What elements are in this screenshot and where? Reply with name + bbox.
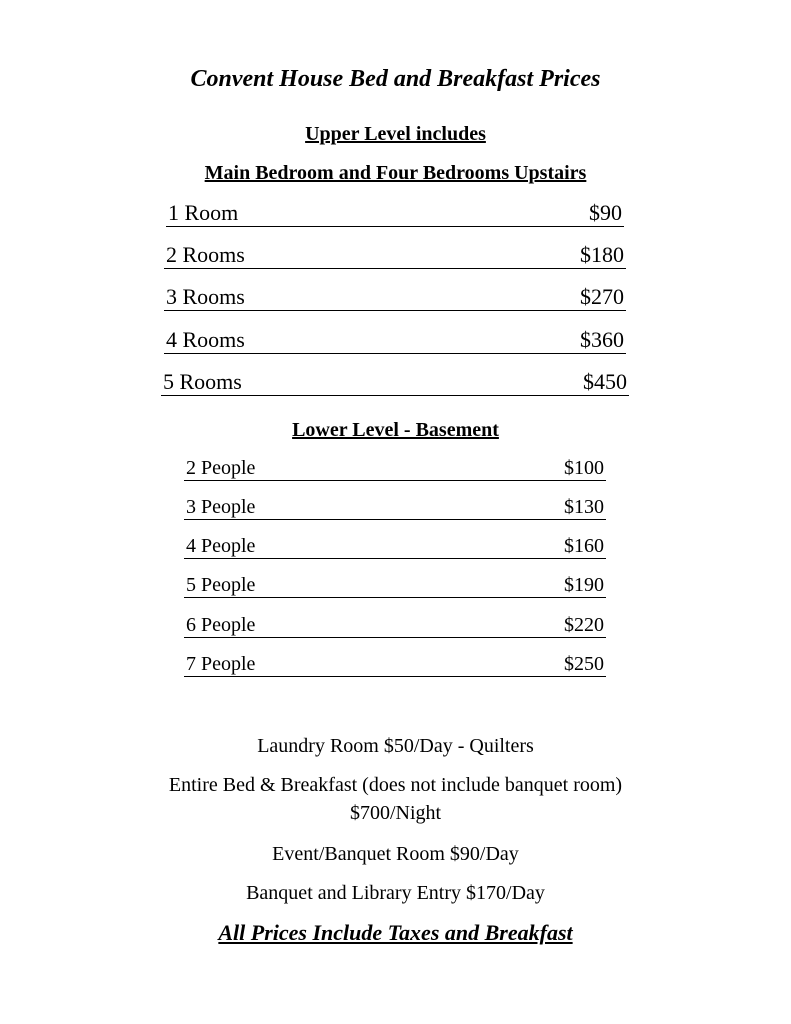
lower-level-heading: Lower Level - Basement xyxy=(292,419,499,441)
room-price: $360 xyxy=(580,327,624,352)
people-count-label: 5 People xyxy=(186,574,256,596)
people-price: $250 xyxy=(564,653,604,675)
room-count-label: 5 Rooms xyxy=(163,369,242,394)
price-row-7-people xyxy=(184,654,606,677)
room-count-label: 3 Rooms xyxy=(166,284,245,309)
price-row-4-rooms xyxy=(164,329,626,354)
event-room-note: Event/Banquet Room $90/Day xyxy=(272,843,519,865)
people-price: $220 xyxy=(564,614,604,636)
people-count-label: 2 People xyxy=(186,457,256,479)
price-row-2-rooms xyxy=(164,244,626,269)
room-price: $90 xyxy=(589,200,622,225)
price-row-4-people xyxy=(184,536,606,559)
people-count-label: 4 People xyxy=(186,535,256,557)
upper-level-heading: Upper Level includes xyxy=(305,123,486,145)
room-price: $180 xyxy=(580,242,624,267)
people-price: $160 xyxy=(564,535,604,557)
price-row-3-people xyxy=(184,497,606,520)
banquet-library-note: Banquet and Library Entry $170/Day xyxy=(246,882,545,904)
footer-note: All Prices Include Taxes and Breakfast xyxy=(218,920,573,945)
price-row-5-people xyxy=(184,575,606,598)
people-price: $130 xyxy=(564,496,604,518)
price-row-1-room xyxy=(166,202,624,227)
people-count-label: 6 People xyxy=(186,614,256,636)
price-row-2-people xyxy=(184,458,606,481)
room-count-label: 4 Rooms xyxy=(166,327,245,352)
laundry-room-note: Laundry Room $50/Day - Quilters xyxy=(257,735,534,757)
price-row-6-people xyxy=(184,615,606,638)
page-title: Convent House Bed and Breakfast Prices xyxy=(190,66,601,92)
upper-level-subheading: Main Bedroom and Four Bedrooms Upstairs xyxy=(204,162,587,184)
people-price: $100 xyxy=(564,457,604,479)
room-price: $270 xyxy=(580,284,624,309)
entire-bnb-price: $700/Night xyxy=(349,802,442,824)
entire-bnb-note: Entire Bed & Breakfast (does not include banquet room) xyxy=(168,774,623,796)
people-count-label: 7 People xyxy=(186,653,256,675)
price-row-5-rooms xyxy=(161,371,629,396)
people-price: $190 xyxy=(564,574,604,596)
room-price: $450 xyxy=(583,369,627,394)
price-row-3-rooms xyxy=(164,286,626,311)
people-count-label: 3 People xyxy=(186,496,256,518)
room-count-label: 2 Rooms xyxy=(166,242,245,267)
room-count-label: 1 Room xyxy=(168,200,239,225)
